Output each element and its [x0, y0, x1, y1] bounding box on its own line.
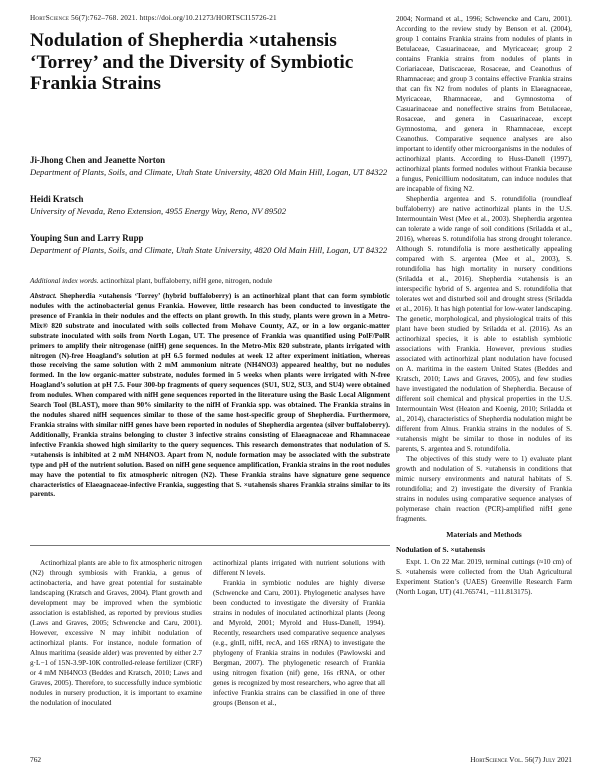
author-names: Youping Sun and Larry Rupp: [30, 233, 144, 243]
journal-name: HortScience: [30, 14, 70, 22]
author-group-3: [30, 233, 390, 256]
abstract-text: Shepherdia ×utahensis ‘Torrey’ (hybrid buffaloberry) is an actinorhizal plant that can form symbiotic nodules with the actinobacterial genus Frankia. However, little research has been conducted to investigate the presence of Frankia in their nodules and the effects on plant growth. In this study, plants were grown in a Metro-Mix® 820 substrate and inoculated with soils collected from Mohave County, AZ, or in a low organic-matter substrate inoculated with soils from North Logan, UT. The presence of Frankia was quantified using PolF/PolR primers to amplify their nitrogenase (nifH) gene sequences. In the Metro-Mix 820 substrate, plants irrigated with nitrogen (N)-free Hoagland’s solution at pH 6.5 formed nodules at week 12 after experiment initiation, whereas those receiving the same solution with 2 mM ammonium nitrate (NH4NO3) appeared healthy, but no nodules formed. In the low organic-matter substrate, nodules formed in 5 weeks when plants were irrigated with N-free Hoagland’s solution at pH 7.5. Four 300-bp fragments of query sequences (SU1, SU2, SU3, and SU4) were obtained from nodules. When compared with nifH gene sequences reported in the literature using the Basic Local Alignment Search Tool (BLAST), more than 90% similarity to the nifH of Frankia spp. was obtained. The Frankia strains in the nodules shared nifH sequences similar to those of the same host-specific group of Shepherdia. Furthermore, Frankia strains with similar nifH genes have been reported in nodules of Shepherdia argentea (silver buffaloberry). Additionally, Frankia strains belonging to cluster 3 infective strains consisting of Elaeagnaceae and Rhamnaceae infective Frankia showed high similarity to the query sequences. This research demonstrates that nodulation of S. ×utahensis is inhibited at 2 mM NH4NO3. Apart from N, nodule formation may be associated with the substrate type and pH of the nutrient solution. Based on nifH gene sequence amplification, Frankia strains in the root nodules may have the potential to fix atmospheric nitrogen (N2). These Frankia strains have signature gene sequence characteristics of Elaeagnaceae-infective Frankia, suggesting that S. ×utahensis shares Frankia strains similar to its parents.: [30, 292, 390, 499]
article-title: Nodulation of Shepherdia ×utahensis ‘Torrey’ and the Diversity of Symbiotic Frankia Strains: [30, 30, 354, 95]
body-column-1: [30, 558, 202, 708]
body-paragraph: 2004; Normand et al., 1996; Schwencke and Caru, 2001). According to the review study by Benson et al. (2004), group 1 contains Frankia strains from nodules of plants in Betulaceae, Casuarinaceae, and Myricaceae; group 2 contains Frankia strains from nodules of plants in Coriariaceae, Datiscaceae, Rosaceae, and Ceanothus of Rhamnaceae; and group 3 contains effective Frankia strains that can fix N2 from nodules of plants in Elaeagnaceae, Myricaceae, Rhamnaceae, and Gymnostoma of Casuarinaceae and noneffective strains from Betulaceae, Rosaceae, and genera in Casuarinaceae, except Gymnostoma, and genera in Rhamnaceae, except Ceanothus. Comparative sequence analyses are also important to identify other microorganisms in the nodules of actinorhizal plants. According to Huss-Danell (1997), actinorhizal plants formed nodules without Frankia because a fungus, Penicillium nodositatum, can induce nodules that are incapable of fixing N2.: [396, 15, 572, 193]
body-paragraph: Frankia in symbiotic nodules are highly diverse (Schwencke and Caru, 2001). Phylogenetic analyses have been conducted to investigate the diversity of Frankia strains in nodules of inoculated actinorhizal plants (Jeong and Myrold, 2001; Myrold and Huss-Danell, 1994). Recently, researchers used comparative sequence analyses (e.g., glnII, nifH, recA, and 16S rRNA) to investigate the phylogeny of Frankia strains in nodules (Pawlowski and Bergman, 2007). The phylogenetic research of Frankia using nitrogen fixation (nif) gene, 16s rRNA, or other genes is recognized by most researchers, who agree that all infective Frankia strains can be classified in one of three groups (Benson et al.,: [213, 579, 385, 707]
author-names: Ji-Jhong Chen and Jeanette Norton: [30, 155, 166, 165]
author-affiliation: Department of Plants, Soils, and Climate, Utah State University, 4820 Old Main Hill, Logan, UT 84322: [30, 166, 388, 177]
body-column-2: [213, 558, 385, 708]
section-heading: Materials and Methods: [446, 530, 522, 539]
body-paragraph: Actinorhizal plants are able to fix atmospheric nitrogen (N2) through symbiosis with Frankia, a genus of actinobacteria, and have great potential for sustainable landscaping (Kratsch and Graves, 2004). Plant growth and development may be improved when the symbiotic association is established, as reported by previous studies (Laws and Graves, 2005; Schwencke and Caru, 2001). However, excessive N may inhibit nodulation of actinorhizal plants. For instance, nodule formation of Alnus maritima (seaside alder) was prevented by either 2.7 g·L−1 of 15N-3.9P-10K controlled-release fertilizer (CRF) or 4 mM NH4NO3 (Beddes and Kratsch, 2010; Laws and Graves, 2005). Therefore, to successfully induce symbiotic nodules in nursery production, it is important to examine the nodulation of inoculated: [30, 559, 202, 707]
body-paragraph: actinorhizal plants irrigated with nutrient solutions with different N levels.: [213, 559, 385, 577]
abstract-divider: [30, 545, 390, 546]
author-group-1: [30, 155, 390, 178]
page-number: 762: [30, 755, 42, 764]
abstract-label: Abstract.: [30, 292, 57, 300]
running-footer: HortScience Vol. 56(7) July 2021: [470, 755, 572, 764]
body-paragraph: The objectives of this study were to 1) evaluate plant growth and nodulation of S. ×utahensis in conditions that mimic nursery environments and natural habitats of S. rotundifolia; and 2) investigate the diversity of Frankia strains in nodules using comparative sequence analyses of polymerase chain reaction (PCR)-amplified nifH gene fragments.: [396, 455, 572, 523]
subsection-heading: Nodulation of S. ×utahensis: [396, 545, 486, 555]
author-group-2: [30, 194, 390, 217]
author-affiliation: University of Nevada, Reno Extension, 4955 Energy Way, Reno, NV 89502: [30, 205, 287, 216]
body-column-3: [396, 14, 572, 597]
journal-header: [30, 14, 390, 22]
keywords-text: actinorhizal plant, buffaloberry, nifH gene, nitrogen, nodule: [98, 277, 273, 285]
body-paragraph: Expt. 1. On 22 Mar. 2019, terminal cuttings (≈10 cm) of S. ×utahensis were collected from the Utah Agricultural Experiment Station’s (UAES) Greenville Research Farm (North Logan, UT) (41.765741, −111.813175).: [396, 557, 572, 596]
keywords: [30, 277, 390, 287]
body-paragraph: Shepherdia argentea and S. rotundifolia (roundleaf buffaloberry) are native actinorhizal plants in the U.S. Intermountain West (Mee et al., 2003). Shepherdia argentea can tolerate a wide range of soil conditions (Sriladda et al., 2016), whereas S. rotundifolia has strong drought tolerance. Although S. rotundifolia is more aesthetically appealing compared with S. argentea (Mee et al., 2003), S. rotundifolia has high mortality in nursery conditions (Sriladda et al., 2016). Shepherdia ×utahensis is an interspecific hybrid of S. argentea and S. rotundifolia that tolerates wet and disturbed soil and drought stress (Sriladda et al., 2016). It has high potential for low-water landscaping. The genetic, morphological, and physiological traits of this plant have been studied by Sriladda et al. (2016). As an actinorhizal species, it is able to establish symbiotic associations with Frankia. However, previous studies associated with actinorhizal plant nodulation have focused on A. maritima in the eastern United States (Beddes and Kratsch, 2010; Laws and Graves, 2005), and few studies have investigated the nodulation of Shepherdia. Because of different soil chemical and physical properties in the U.S. Intermountain West (Heaton and Koenig, 2010; Sriladda et al., 2014), characteristics of Shepherdia nodulation might be different from Alnus. Frankia strains in the nodules of S. ×utahensis might be similar to those in nodules of its parents, S. argentea and S. rotundifolia.: [396, 195, 572, 453]
keywords-label: Additional index words.: [30, 277, 99, 285]
abstract: [30, 292, 390, 500]
author-names: Heidi Kratsch: [30, 194, 84, 204]
citation: 56(7):762–768. 2021. https://doi.org/10.21273/HORTSCI15726-21: [69, 14, 277, 22]
author-affiliation: Department of Plants, Soils, and Climate, Utah State University, 4820 Old Main Hill, Logan, UT 84322: [30, 244, 388, 255]
